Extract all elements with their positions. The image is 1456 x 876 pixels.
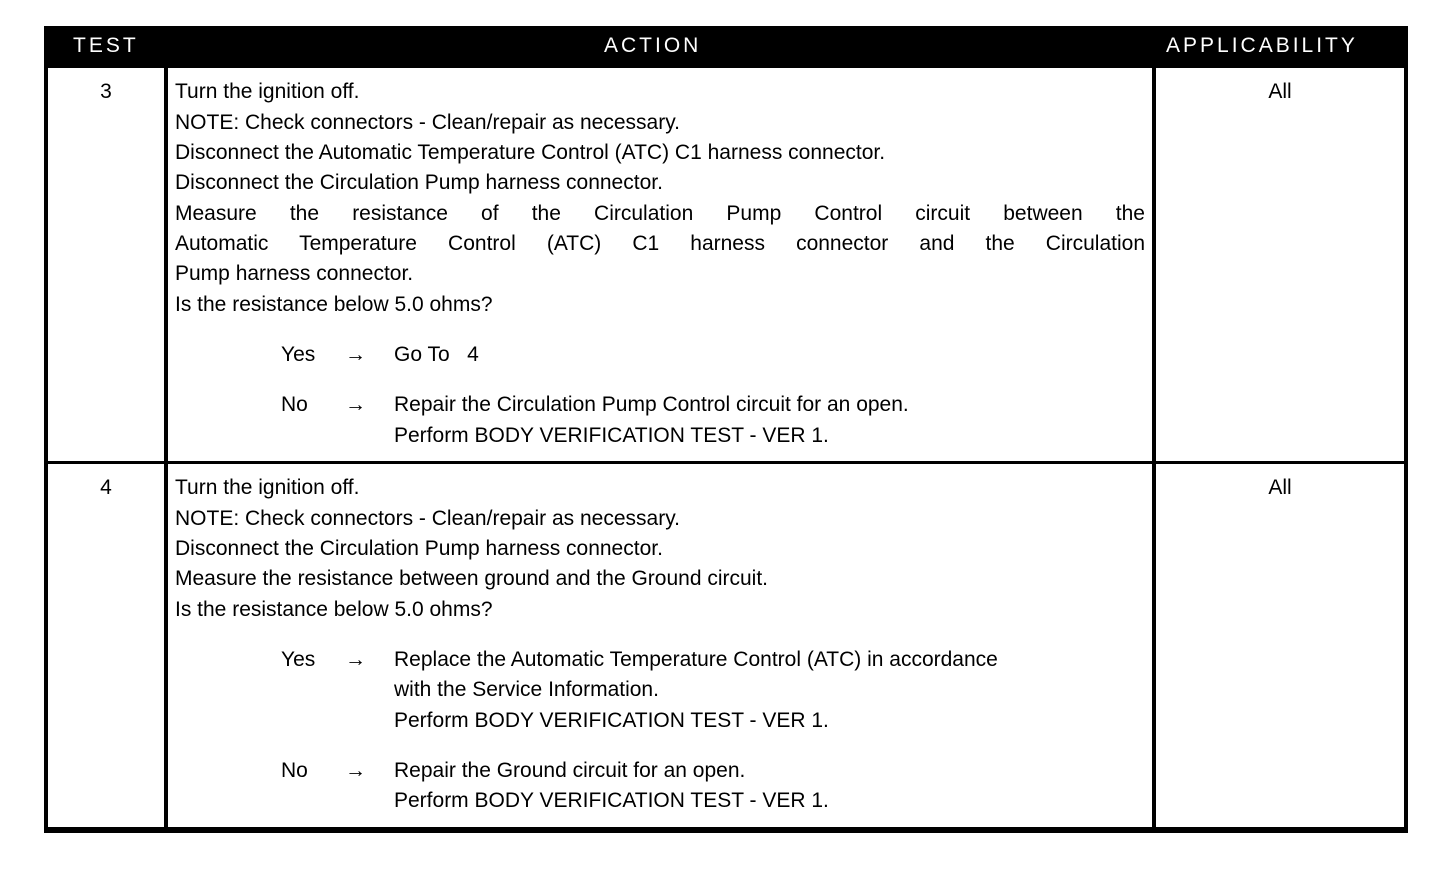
action-line: Is the resistance below 5.0 ohms? (175, 598, 493, 621)
no-result: Repair the Ground circuit for an open. (394, 759, 746, 782)
action-cell (168, 464, 1152, 827)
applicability-value: All (1268, 476, 1292, 499)
right-arrow-icon: → (345, 393, 366, 416)
yes-result: with the Service Information. (394, 678, 659, 701)
action-line: NOTE: Check connectors - Clean/repair as necessary. (175, 507, 680, 530)
action-line: Turn the ignition off. (175, 476, 360, 499)
action-line: Pump harness connector. (175, 262, 414, 285)
yes-label: Yes (281, 343, 316, 366)
action-line: Automatic Temperature Control (ATC) C1 harness connector and the Circulation (175, 232, 1145, 255)
yes-label: Yes (281, 648, 316, 671)
no-result: Perform BODY VERIFICATION TEST - VER 1. (394, 424, 829, 447)
no-result: Perform BODY VERIFICATION TEST - VER 1. (394, 789, 829, 812)
yes-result: Replace the Automatic Temperature Control (ATC) in accordance (394, 648, 998, 671)
action-line: Measure the resistance between ground and the Ground circuit. (175, 567, 769, 590)
action-line: NOTE: Check connectors - Clean/repair as necessary. (175, 111, 680, 134)
action-line: Measure the resistance of the Circulation Pump Control circuit between the (175, 202, 1145, 225)
right-arrow-icon: → (345, 648, 366, 671)
action-cell (168, 68, 1152, 461)
action-line: Disconnect the Circulation Pump harness connector. (175, 171, 663, 194)
no-label: No (281, 759, 308, 782)
applicability-cell (1156, 68, 1404, 461)
action-line: Is the resistance below 5.0 ohms? (175, 293, 493, 316)
right-arrow-icon: → (345, 343, 366, 366)
header-test: TEST (73, 34, 139, 57)
applicability-cell (1156, 464, 1404, 827)
test-number: 3 (100, 80, 112, 103)
applicability-value: All (1268, 80, 1292, 103)
header-action: ACTION (604, 34, 702, 57)
action-line: Turn the ignition off. (175, 80, 360, 103)
no-label: No (281, 393, 308, 416)
action-line: Disconnect the Automatic Temperature Control (ATC) C1 harness connector. (175, 141, 886, 164)
header-applicability: APPLICABILITY (1166, 34, 1358, 57)
action-line: Disconnect the Circulation Pump harness connector. (175, 537, 663, 560)
right-arrow-icon: → (345, 759, 366, 782)
test-number-cell (48, 68, 164, 461)
test-number: 4 (100, 476, 112, 499)
no-result: Repair the Circulation Pump Control circuit for an open. (394, 393, 909, 416)
yes-result: Perform BODY VERIFICATION TEST - VER 1. (394, 709, 829, 732)
yes-result: Go To 4 (394, 343, 479, 366)
diagnostic-test-table (44, 26, 1408, 833)
test-number-cell (48, 464, 164, 827)
